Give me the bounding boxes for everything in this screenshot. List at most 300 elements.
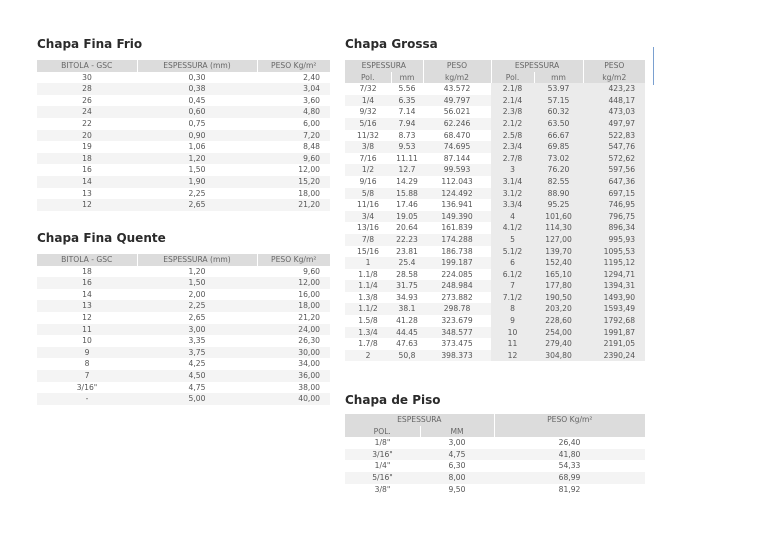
table-cell: 1,06 [188,142,206,152]
table-row [37,188,330,200]
column-header-peso-blank [494,426,645,438]
table-cell: 47.63 [396,339,418,349]
table-cell: 7/8 [345,234,391,246]
table-cell: 174.288 [423,234,491,246]
table-cell: 15/16 [357,246,379,256]
table-row [37,312,330,324]
table-cell: 14.29 [396,176,418,186]
table-cell: 22 [82,118,92,128]
table-row [345,449,645,461]
table-group-header-row [345,60,645,72]
table-cell: 53.97 [534,83,583,95]
chapa-fina-frio-title: Chapa Fina Frio [37,37,143,51]
table-row [37,141,330,153]
table-cell: 11.11 [396,153,418,163]
table-row [345,437,645,449]
chapa-de-piso-rows [345,437,645,495]
table-cell: 16,00 [298,289,320,299]
table-cell: 22.23 [391,234,423,246]
table-cell: 6 [491,257,534,269]
table-cell: 1493,90 [583,292,645,304]
table-cell: 3.3/4 [491,199,534,211]
table-cell: 165,10 [534,269,583,281]
table-row [345,280,645,292]
table-cell: 30 [82,72,92,82]
table-cell: 2.3/4 [491,141,534,153]
table-cell: 54,33 [558,461,581,471]
table-cell: 1/8" [374,438,391,448]
table-cell: 13/16 [357,223,379,233]
table-cell: 304,80 [534,350,583,362]
table-row [37,176,330,188]
table-cell: 136.941 [441,200,473,210]
table-cell: 3.1/2 [491,188,534,200]
table-row [345,350,645,362]
table-cell: 21,20 [298,312,320,322]
table-cell: 5/16" [345,472,420,484]
table-cell: 1095,53 [583,246,645,258]
table-cell: 60.32 [534,106,583,118]
table-cell: 74.695 [423,141,491,153]
table-row [37,83,330,95]
table-cell: 2.7/8 [491,153,534,165]
table-row [345,164,645,176]
table-cell: 31.75 [391,280,423,292]
column-header-bitola: BITOLA - GSC [37,254,137,266]
table-cell: 11/16 [357,200,379,210]
table-cell: 68.470 [443,130,471,140]
table-cell: 2390,24 [583,350,645,362]
table-row [345,199,645,211]
table-cell: 87.144 [443,153,471,163]
table-cell: 7/16 [359,153,377,163]
table-header-row [37,254,330,266]
table-row [37,95,330,107]
chapa-de-piso-table [345,414,645,495]
table-cell: 3/16" [345,449,420,461]
table-cell: 57.15 [534,95,583,107]
table-cell: 2 [345,350,391,362]
table-cell: 8 [491,303,534,315]
table-row [345,95,645,107]
table-cell: 1.3/8 [358,292,378,302]
table-cell: 1991,87 [583,327,645,339]
table-cell: 11/32 [357,130,379,140]
chapa-de-piso-section [345,393,645,495]
table-cell: 149.390 [423,211,491,223]
table-cell: 69.85 [534,141,583,153]
table-cell: 7,20 [257,130,330,142]
table-row [345,153,645,165]
table-cell: 3,00 [137,324,257,336]
table-cell: 273.882 [441,292,473,302]
table-cell: 12.7 [391,164,423,176]
table-cell: 3,75 [137,347,257,359]
table-row [345,303,645,315]
table-cell: 36,00 [257,370,330,382]
table-row [345,234,645,246]
table-cell: 41,80 [494,449,645,461]
table-cell: 323.679 [441,316,473,326]
table-cell: 3/8" [374,484,391,494]
table-row [345,211,645,223]
table-cell: 3,60 [303,95,320,105]
table-row [345,222,645,234]
table-cell: 82.55 [534,176,583,188]
table-cell: 1195,12 [583,257,645,269]
table-cell: 63.50 [534,118,583,130]
chapa-fina-quente-section [37,231,330,405]
table-cell: 24,00 [257,324,330,336]
table-cell: 2,25 [188,188,206,198]
table-cell: 127,00 [534,234,583,246]
table-cell: 4.1/2 [491,222,534,234]
table-cell: 66.67 [534,130,583,142]
table-row [345,472,645,484]
table-cell: 26,40 [558,438,581,448]
table-cell: 0,45 [188,95,206,105]
table-cell: 7/32 [359,84,377,94]
table-row [345,484,645,496]
table-row [37,358,330,370]
table-cell: 5 [491,234,534,246]
column-header-pol: POL. [345,426,420,438]
table-cell: 0,60 [137,106,257,118]
table-cell: 896,34 [583,222,645,234]
column-header-peso: PESO Kg/m² [257,254,330,266]
table-row [345,327,645,339]
table-cell: 81,92 [558,484,581,494]
chapa-grossa-rows [345,83,645,361]
table-row [37,335,330,347]
table-cell: 4,75 [188,382,206,392]
table-cell: 473,03 [583,106,645,118]
table-cell: 1.1/4 [345,280,391,292]
table-cell: 1.7/8 [358,339,378,349]
table-cell: 4,80 [257,106,330,118]
table-cell: 2.1/2 [491,118,534,130]
table-cell: 18 [37,153,137,165]
table-cell: 2,65 [137,199,257,211]
table-row [345,83,645,95]
table-cell: 3/16" [76,382,98,392]
column-header-espessura: ESPESSURA (mm) [137,254,257,266]
table-row [345,257,645,269]
table-cell: 15.88 [391,188,423,200]
table-row [345,106,645,118]
table-cell: 12,00 [298,165,320,175]
table-cell: 101,60 [534,211,583,223]
table-cell: 1/4" [374,461,391,471]
table-cell: 43.572 [443,84,471,94]
table-cell: 13 [82,188,92,198]
table-cell: 2.1/4 [491,95,534,107]
table-cell: 18 [82,266,92,276]
table-cell: 9/32 [359,107,377,117]
table-cell: 373.475 [441,339,473,349]
column-header-peso: PESO Kg/m² [257,60,330,72]
table-cell: 12,00 [257,277,330,289]
table-cell: 1/4 [345,95,391,107]
table-cell: 177,80 [534,280,583,292]
table-cell: 9 [491,315,534,327]
table-row [345,460,645,472]
table-row [37,106,330,118]
table-cell: 112.043 [441,176,473,186]
column-header-mm: MM [420,426,494,438]
table-row [345,130,645,142]
chapa-fina-quente-table [37,254,330,405]
table-row [345,176,645,188]
table-cell: 9,60 [257,153,330,165]
table-cell: 0,38 [137,83,257,95]
chapa-grossa-section [345,37,645,361]
table-cell: - [37,393,137,405]
table-cell: 5.1/2 [491,246,534,258]
table-cell: 88.90 [534,188,583,200]
table-cell: 6.1/2 [491,269,534,281]
table-cell: 12 [491,350,534,362]
table-cell: 279,40 [534,338,583,350]
table-cell: 1.1/8 [358,269,378,279]
table-row [345,141,645,153]
table-cell: 2,65 [188,312,206,322]
table-cell: 547,76 [583,141,645,153]
table-cell: 7 [491,280,534,292]
column-header-pol: Pol. [345,72,391,84]
chapa-fina-frio-rows [37,72,330,211]
table-cell: 9,50 [448,484,466,494]
table-cell: 28 [37,83,137,95]
column-header-mm-2: mm [534,72,583,84]
table-cell: 199.187 [423,257,491,269]
table-cell: 995,93 [583,234,645,246]
table-cell: 14 [82,289,92,299]
table-cell: 28.58 [396,269,418,279]
table-cell: 8,00 [420,472,494,484]
table-cell: 21,20 [257,199,330,211]
group-header-espessura-2: ESPESSURA [491,60,583,72]
table-cell: 448,17 [583,95,645,107]
table-cell: 0,30 [188,72,206,82]
table-cell: 18,00 [298,188,320,198]
table-cell: 99.593 [423,164,491,176]
table-cell: 1.5/8 [358,316,378,326]
table-cell: 8 [84,359,90,369]
table-row [37,72,330,84]
chapa-grossa-table [345,60,645,361]
table-row [345,338,645,350]
table-cell: 13 [37,300,137,312]
table-cell: 5/16 [345,118,391,130]
table-row [345,246,645,258]
table-cell: 15,20 [257,176,330,188]
table-cell: 0,75 [188,118,206,128]
table-cell: 9,60 [303,266,320,276]
table-cell: 34,00 [298,359,320,369]
chapa-fina-quente-title: Chapa Fina Quente [37,231,166,245]
table-cell: 4,50 [137,370,257,382]
table-cell: 597,56 [583,164,645,176]
table-cell: 50,8 [391,350,423,362]
table-cell: 9.53 [391,141,423,153]
table-cell: 2,00 [188,289,206,299]
chapa-grossa-title: Chapa Grossa [345,37,438,51]
table-cell: 1,50 [188,165,206,175]
table-sub-header-row [345,426,645,438]
group-header-peso: PESO Kg/m² [494,414,645,426]
table-cell: 3,00 [448,438,466,448]
table-cell: 224.085 [441,269,473,279]
table-row [37,164,330,176]
table-cell: 161.839 [441,223,473,233]
table-cell: 30,00 [257,347,330,359]
column-header-kgm2-2: kg/m2 [583,72,645,84]
table-row [345,315,645,327]
table-row [37,277,330,289]
group-header-espessura: ESPESSURA [345,414,494,426]
table-cell: 4,25 [188,359,206,369]
table-cell: 1,20 [188,266,206,276]
table-cell: 5.56 [398,84,416,94]
table-cell: 1 [345,257,391,269]
table-cell: 12 [82,312,92,322]
column-header-espessura: ESPESSURA (mm) [137,60,257,72]
column-header-mm: mm [391,72,423,84]
table-cell: 11 [491,338,534,350]
table-cell: 68,99 [494,472,645,484]
table-cell: 40,00 [257,393,330,405]
table-cell: 26 [82,95,92,105]
table-cell: 10 [82,336,92,346]
chapa-fina-frio-table [37,60,330,211]
table-cell: 6,00 [303,118,320,128]
table-cell: 38,00 [298,382,320,392]
chapa-de-piso-title: Chapa de Piso [345,393,441,407]
table-row [37,300,330,312]
table-cell: 24 [37,106,137,118]
column-header-kgm2: kg/m2 [423,72,491,84]
table-cell: 398.373 [423,350,491,362]
table-cell: 3/4 [345,211,391,223]
table-cell: 23.81 [396,246,418,256]
table-cell: 647,36 [583,176,645,188]
table-cell: 4,75 [420,449,494,461]
table-row [37,370,330,382]
table-cell: 7.1/2 [491,292,534,304]
table-cell: 248.984 [423,280,491,292]
table-cell: 38.1 [391,303,423,315]
table-cell: 2.1/8 [491,83,534,95]
table-cell: 14 [37,176,137,188]
table-cell: 4 [491,211,534,223]
table-cell: 348.577 [423,327,491,339]
vertical-divider [653,47,654,85]
table-cell: 190,50 [534,292,583,304]
table-cell: 20.64 [396,223,418,233]
table-cell: 522,83 [583,130,645,142]
table-cell: 62.246 [423,118,491,130]
table-cell: 7.94 [391,118,423,130]
table-cell: 1.1/2 [345,303,391,315]
table-row [37,347,330,359]
table-cell: 228,60 [534,315,583,327]
table-group-header-row [345,414,645,426]
group-header-peso-2: PESO [583,60,645,72]
table-cell: 7.14 [398,107,416,117]
table-cell: 1394,31 [583,280,645,292]
table-sub-header-row [345,72,645,84]
table-row [37,382,330,394]
table-cell: 8,48 [303,142,320,152]
table-cell: 423,23 [583,83,645,95]
table-cell: 20 [37,130,137,142]
table-cell: 56.021 [443,107,471,117]
table-row [37,289,330,301]
table-row [37,153,330,165]
table-cell: 76.20 [534,164,583,176]
column-header-bitola: BITOLA - GSC [37,60,137,72]
table-cell: 5/8 [345,188,391,200]
table-cell: 73.02 [534,153,583,165]
table-cell: 9/16 [359,176,377,186]
table-cell: 95.25 [534,199,583,211]
table-cell: 34.93 [396,292,418,302]
table-cell: 16 [37,277,137,289]
table-row [345,292,645,304]
table-cell: 254,00 [534,327,583,339]
table-cell: 124.492 [423,188,491,200]
table-cell: 41.28 [396,316,418,326]
table-cell: 3,35 [188,336,206,346]
table-cell: 1,50 [137,277,257,289]
table-cell: 19.05 [391,211,423,223]
table-cell: 11 [37,324,137,336]
table-cell: 186.738 [441,246,473,256]
group-header-espessura: ESPESSURA [345,60,423,72]
table-cell: 10 [491,327,534,339]
table-header-row [37,60,330,72]
table-cell: 16 [82,165,92,175]
table-cell: 17.46 [396,200,418,210]
table-cell: 497,97 [583,118,645,130]
table-cell: 12 [37,199,137,211]
table-cell: 203,20 [534,303,583,315]
table-cell: 1294,71 [583,269,645,281]
table-row [37,130,330,142]
table-cell: 1792,68 [583,315,645,327]
table-cell: 1.3/4 [345,327,391,339]
table-row [37,324,330,336]
table-cell: 2,40 [303,72,320,82]
chapa-fina-quente-rows [37,266,330,405]
table-cell: 19 [82,142,92,152]
table-cell: 0,90 [137,130,257,142]
table-cell: 139,70 [534,246,583,258]
group-header-peso: PESO [423,60,491,72]
table-cell: 25.4 [391,257,423,269]
table-cell: 746,95 [583,199,645,211]
table-cell: 44.45 [391,327,423,339]
table-cell: 7 [37,370,137,382]
table-row [345,269,645,281]
table-cell: 6,30 [448,461,466,471]
chapa-fina-frio-section [37,37,330,211]
table-cell: 26,30 [298,336,320,346]
table-cell: 3 [491,164,534,176]
table-cell: 1593,49 [583,303,645,315]
table-row [37,393,330,405]
